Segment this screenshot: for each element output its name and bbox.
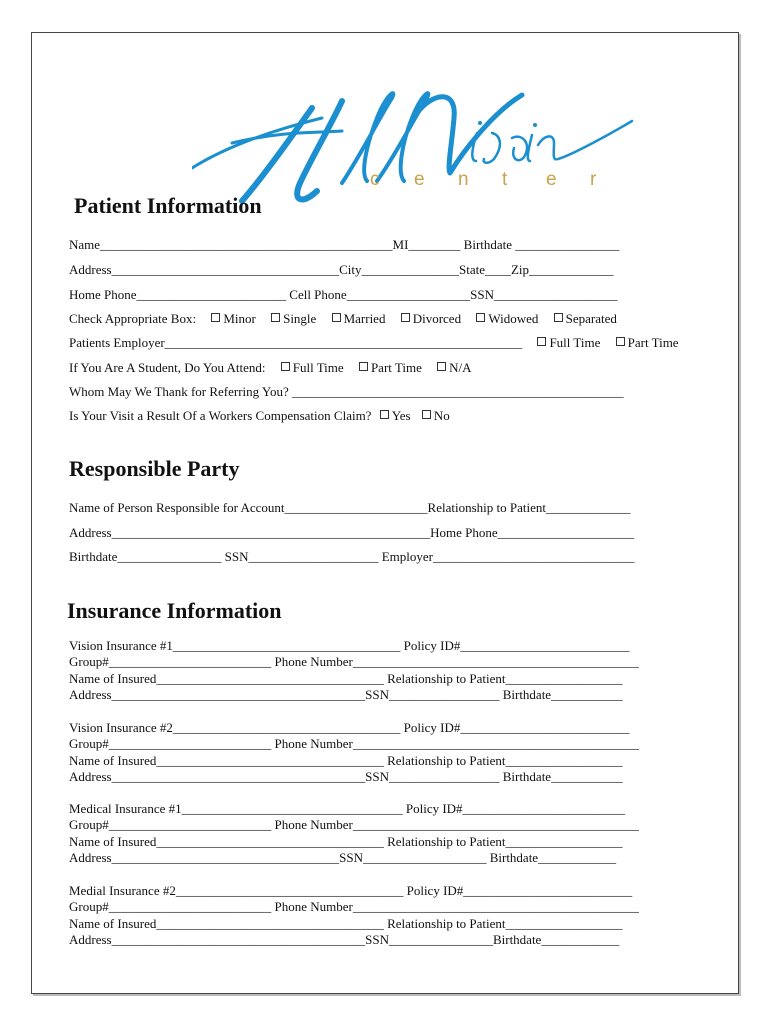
insurance-line[interactable]: Vision Insurance #1___________________________________ Policy ID#__________________________ <box>69 638 630 653</box>
checkbox-workers-no[interactable]: No <box>422 408 450 423</box>
checkbox-student-part-time[interactable]: Part Time <box>359 360 422 375</box>
checkbox-widowed[interactable]: Widowed <box>476 311 538 326</box>
workers-comp-label: Is Your Visit a Result Of a Workers Compensation Claim? <box>69 408 372 423</box>
checkbox-student-full-time[interactable]: Full Time <box>281 360 344 375</box>
employer-line[interactable]: Patients Employer_______________________________________________________ <box>69 335 523 350</box>
insurance-line[interactable]: Address_______________________________________SSN_________________ Birthdate___________ <box>69 686 623 702</box>
insurance-line[interactable]: Name of Insured___________________________________ Relationship to Patient__________________ <box>69 752 623 768</box>
checkbox-icon <box>332 313 341 322</box>
patient-name-line[interactable]: Name_____________________________________________MI________ Birthdate ________________ <box>69 237 620 252</box>
insurance-line[interactable]: Name of Insured___________________________________ Relationship to Patient__________________ <box>69 833 623 849</box>
checkbox-icon <box>401 313 410 322</box>
checkbox-employer-full-time[interactable]: Full Time <box>537 335 600 350</box>
checkbox-workers-yes[interactable]: Yes <box>380 408 411 423</box>
svg-text:r: r <box>590 169 597 190</box>
vision-insurance-1-block <box>69 638 639 703</box>
checkbox-icon <box>211 313 220 322</box>
vision-insurance-2-block <box>69 720 639 785</box>
insurance-info-heading: Insurance Information <box>67 598 282 623</box>
employer-row <box>69 335 679 350</box>
checkbox-icon <box>476 313 485 322</box>
checkbox-icon <box>554 313 563 322</box>
patient-address-line[interactable]: Address___________________________________City_______________State____Zip_____________ <box>69 262 614 277</box>
responsible-birthdate-line[interactable]: Birthdate________________ SSN____________________ Employer_______________________________ <box>69 549 635 564</box>
checkbox-separated[interactable]: Separated <box>554 311 617 326</box>
svg-text:c: c <box>370 169 380 190</box>
hill-vision-logo <box>192 73 642 213</box>
checkbox-married[interactable]: Married <box>332 311 386 326</box>
workers-comp-row <box>69 408 450 423</box>
responsible-address-line[interactable]: Address_________________________________________________Home Phone_____________________ <box>69 525 635 540</box>
svg-text:n: n <box>458 169 469 190</box>
insurance-line[interactable]: Address___________________________________SSN___________________ Birthdate____________ <box>69 849 617 865</box>
checkbox-icon <box>271 313 280 322</box>
svg-text:e: e <box>414 169 425 190</box>
insurance-line[interactable]: Group#_________________________ Phone Number____________________________________________ <box>69 654 639 670</box>
student-label: If You Are A Student, Do You Attend: <box>69 360 266 375</box>
checkbox-icon <box>281 362 290 371</box>
checkbox-divorced[interactable]: Divorced <box>401 311 461 326</box>
insurance-line[interactable]: Address_______________________________________SSN________________Birthdate____________ <box>69 931 620 947</box>
referral-line[interactable]: Whom May We Thank for Referring You? ___________________________________________________ <box>69 384 624 399</box>
checkbox-single[interactable]: Single <box>271 311 316 326</box>
marital-status-row <box>69 311 617 326</box>
student-row <box>69 360 472 375</box>
insurance-line[interactable]: Name of Insured___________________________________ Relationship to Patient__________________ <box>69 670 623 686</box>
checkbox-icon <box>359 362 368 371</box>
checkbox-employer-part-time[interactable]: Part Time <box>616 335 679 350</box>
check-box-label: Check Appropriate Box: <box>69 311 197 326</box>
checkbox-student-na[interactable]: N/A <box>437 360 471 375</box>
insurance-line[interactable]: Vision Insurance #2___________________________________ Policy ID#__________________________ <box>69 720 630 735</box>
medical-insurance-2-block <box>69 883 639 948</box>
checkbox-minor[interactable]: Minor <box>211 311 256 326</box>
insurance-line[interactable]: Group#_________________________ Phone Number____________________________________________ <box>69 736 639 752</box>
patient-phone-line[interactable]: Home Phone_______________________ Cell Phone___________________SSN___________________ <box>69 287 618 302</box>
responsible-party-heading: Responsible Party <box>69 456 240 481</box>
insurance-line[interactable]: Group#_________________________ Phone Number____________________________________________ <box>69 817 639 833</box>
responsible-name-line[interactable]: Name of Person Responsible for Account______________________Relationship to Patient_____________ <box>69 500 631 515</box>
form-page <box>31 32 739 994</box>
checkbox-icon <box>380 410 389 419</box>
insurance-line[interactable]: Name of Insured___________________________________ Relationship to Patient__________________ <box>69 915 623 931</box>
insurance-line[interactable]: Address_______________________________________SSN_________________ Birthdate___________ <box>69 768 623 784</box>
insurance-line[interactable]: Group#_________________________ Phone Number____________________________________________ <box>69 899 639 915</box>
checkbox-icon <box>422 410 431 419</box>
svg-text:t: t <box>502 169 508 190</box>
insurance-line[interactable]: Medial Insurance #2___________________________________ Policy ID#__________________________ <box>69 883 633 898</box>
svg-text:e: e <box>546 169 557 190</box>
medical-insurance-1-block <box>69 801 639 866</box>
checkbox-icon <box>616 337 625 346</box>
insurance-line[interactable]: Medical Insurance #1__________________________________ Policy ID#_________________________ <box>69 801 626 816</box>
checkbox-icon <box>437 362 446 371</box>
patient-info-heading: Patient Information <box>74 193 262 218</box>
checkbox-icon <box>537 337 546 346</box>
